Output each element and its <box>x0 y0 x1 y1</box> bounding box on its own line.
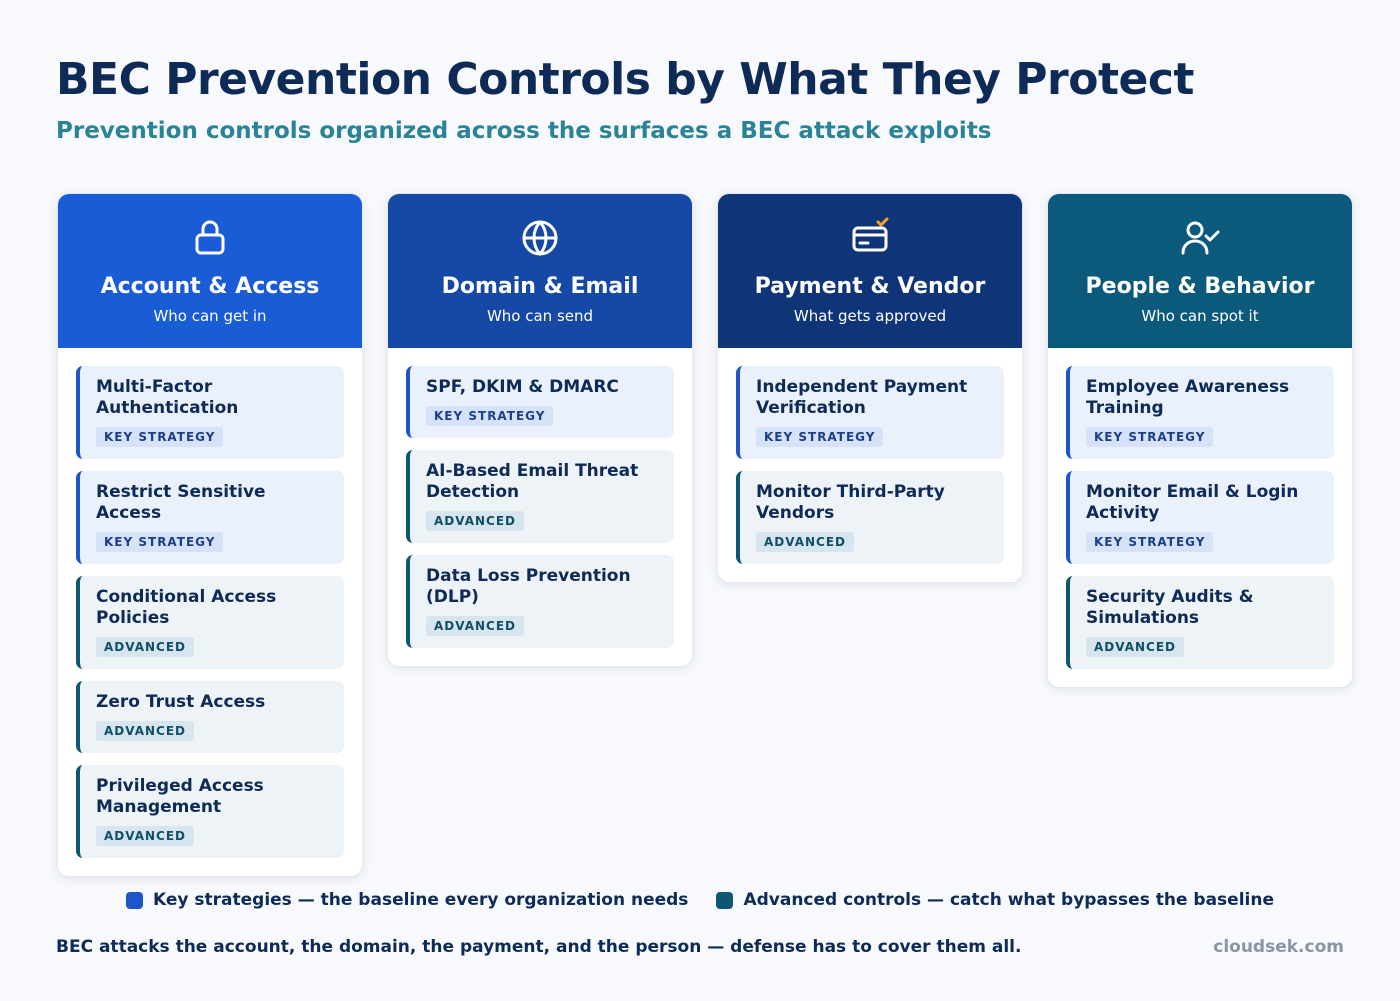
column-title: People & Behavior <box>1085 274 1315 299</box>
control-title: Independent Payment Verification <box>756 377 968 418</box>
control-title: Security Audits & Simulations <box>1086 587 1254 628</box>
legend <box>0 890 1400 910</box>
control-title: Multi-Factor Authentication <box>96 377 239 418</box>
column-body <box>718 348 1022 582</box>
control-card <box>406 555 674 648</box>
control-card <box>76 366 344 459</box>
key-strategy-badge: KEY STRATEGY <box>426 406 553 426</box>
column-header <box>1048 194 1352 348</box>
advanced-badge: ADVANCED <box>96 637 194 657</box>
column-subtitle: What gets approved <box>793 307 947 325</box>
column-subtitle: Who can spot it <box>1141 307 1259 325</box>
advanced-swatch <box>716 892 733 909</box>
control-card <box>76 681 344 753</box>
key-strategy-badge: KEY STRATEGY <box>96 427 223 447</box>
lock-icon <box>188 216 232 260</box>
key-swatch <box>126 892 143 909</box>
control-title: AI-Based Email Threat Detection <box>426 461 639 502</box>
key-strategy-badge: KEY STRATEGY <box>1086 532 1213 552</box>
key-strategy-badge: KEY STRATEGY <box>96 532 223 552</box>
page-title: BEC Prevention Controls by What They Protect <box>56 54 1194 105</box>
control-title: Conditional Access Policies <box>96 587 277 628</box>
control-title: Data Loss Prevention (DLP) <box>426 566 631 607</box>
column-body <box>388 348 692 666</box>
column-subtitle: Who can send <box>486 307 594 325</box>
control-title: Monitor Third-Party Vendors <box>756 482 945 523</box>
control-card <box>736 366 1004 459</box>
column-title: Payment & Vendor <box>754 274 986 299</box>
globe-icon <box>518 216 562 260</box>
column-header <box>718 194 1022 348</box>
control-card <box>76 765 344 858</box>
legend-item-advanced <box>716 890 1274 910</box>
column-title: Domain & Email <box>441 274 639 299</box>
control-title: Zero Trust Access <box>96 692 266 712</box>
advanced-badge: ADVANCED <box>426 511 524 531</box>
legend-item-key <box>126 890 688 910</box>
footer-text: BEC attacks the account, the domain, the payment, and the person — defense has to cover them all. <box>56 937 1022 957</box>
advanced-badge: ADVANCED <box>96 721 194 741</box>
columns-container <box>57 193 1353 877</box>
control-card <box>406 366 674 438</box>
credit-card-check-icon <box>848 216 892 260</box>
column-header <box>388 194 692 348</box>
column-body <box>58 348 362 876</box>
column-title: Account & Access <box>100 274 320 299</box>
column-account-access <box>57 193 363 877</box>
column-people-behavior <box>1047 193 1353 688</box>
advanced-badge: ADVANCED <box>426 616 524 636</box>
legend-key-label: Key strategies — the baseline every organization needs <box>152 890 689 910</box>
control-card <box>1066 471 1334 564</box>
control-title: Restrict Sensitive Access <box>96 482 266 523</box>
advanced-badge: ADVANCED <box>756 532 854 552</box>
user-check-icon <box>1178 216 1222 260</box>
legend-advanced-label: Advanced controls — catch what bypasses the baseline <box>743 890 1274 910</box>
advanced-badge: ADVANCED <box>96 826 194 846</box>
column-header <box>58 194 362 348</box>
control-card <box>76 471 344 564</box>
key-strategy-badge: KEY STRATEGY <box>756 427 883 447</box>
control-title: Employee Awareness Training <box>1086 377 1290 418</box>
column-payment-vendor <box>717 193 1023 583</box>
control-card <box>1066 576 1334 669</box>
control-card <box>406 450 674 543</box>
control-card <box>76 576 344 669</box>
column-subtitle: Who can get in <box>153 307 267 325</box>
control-card <box>736 471 1004 564</box>
control-title: Privileged Access Management <box>96 776 264 817</box>
footer-brand: cloudsek.com <box>1213 937 1344 957</box>
key-strategy-badge: KEY STRATEGY <box>1086 427 1213 447</box>
control-title: SPF, DKIM & DMARC <box>426 377 619 397</box>
control-title: Monitor Email & Login Activity <box>1086 482 1299 523</box>
control-card <box>1066 366 1334 459</box>
advanced-badge: ADVANCED <box>1086 637 1184 657</box>
column-domain-email <box>387 193 693 667</box>
column-body <box>1048 348 1352 687</box>
page-subtitle: Prevention controls organized across the surfaces a BEC attack exploits <box>56 118 992 144</box>
